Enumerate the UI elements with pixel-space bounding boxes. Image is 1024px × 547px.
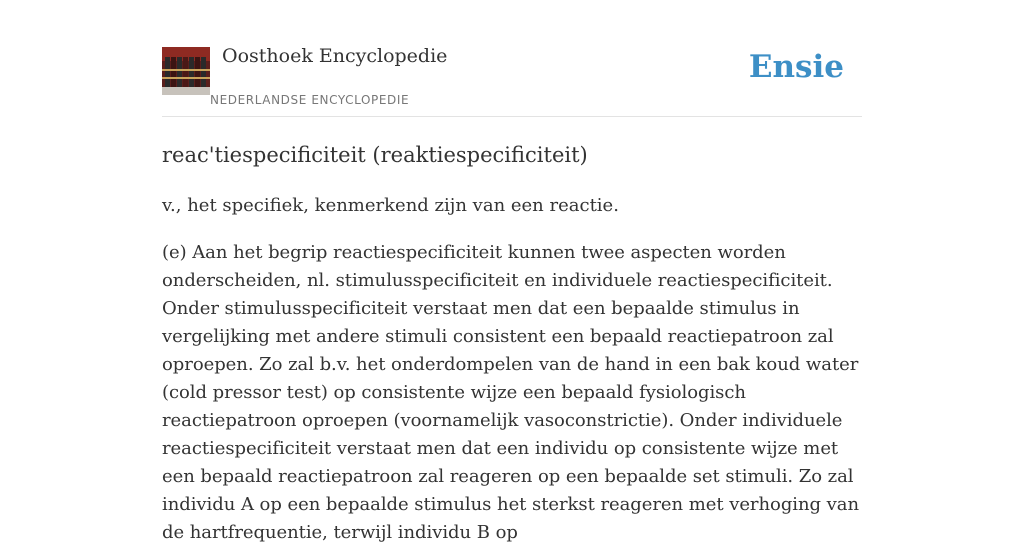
article-body: (e) Aan het begrip reactiespecificiteit kunnen twee aspecten worden onderscheiden, nl. stimulusspecificiteit en individuele reactiespecificiteit. Onder stimulusspecificiteit verstaat men dat een bepaalde stimulus in vergelijking met andere stimuli consistent een bepaald reactiepatroon zal oproepen. Zo zal b.v. het onderdompelen van de hand in een bak koud water (cold pressor test) op consistente wijze een bepaald fysiologisch reactiepatroon oproepen (voornamelijk vasoconstrictie). Onder individuele reactiespecificiteit verstaat men dat een individu op consistente wijze met een bepaald reactiepatroon zal reageren op een bepaalde set stimuli. Zo zal individu A op een bepaalde stimulus het sterkst reageren met verhoging van de hartfrequentie, terwijl individu B op <box>162 242 860 543</box>
page-title: reac'tiespecificiteit (reaktiespecificiteit) <box>162 143 588 167</box>
site-header <box>162 0 862 117</box>
definition-text: v., het specifiek, kenmerkend zijn van een reactie. <box>162 195 619 216</box>
encyclopedia-books-icon[interactable] <box>162 47 210 95</box>
site-subtitle: NEDERLANDSE ENCYCLOPEDIE <box>210 93 410 107</box>
article <box>162 140 867 547</box>
brand-logo[interactable]: Ensie <box>748 49 844 85</box>
site-title[interactable]: Oosthoek Encyclopedie <box>222 45 448 67</box>
